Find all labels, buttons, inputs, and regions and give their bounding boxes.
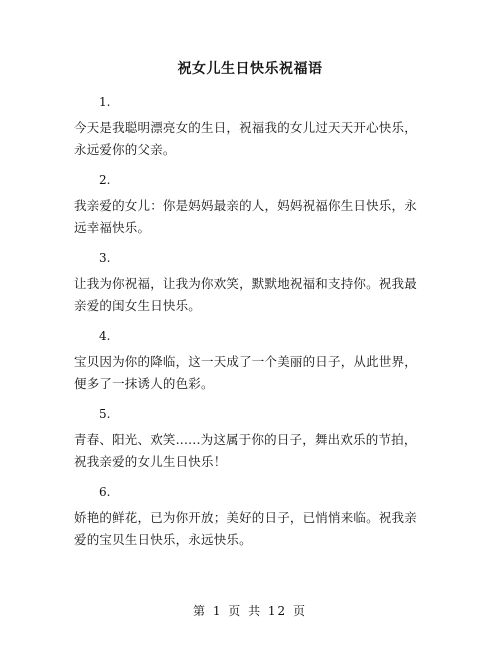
list-item (74, 486, 426, 564)
list-item (74, 330, 426, 408)
blessing-list (74, 96, 426, 564)
item-number: 3. (99, 251, 111, 265)
item-text: 让我为你祝福，让我为你欢笑，默默地祝福和支持你。祝我最亲爱的闺女生日快乐。 (74, 276, 417, 313)
list-item (74, 174, 426, 252)
item-text: 青春、阳光、欢笑......为这属于你的日子，舞出欢乐的节拍，祝我亲爱的女儿生日快乐！ (74, 432, 417, 469)
item-number: 6. (99, 485, 111, 499)
list-item (74, 408, 426, 486)
page-footer: 第 1 页 共 12 页 (193, 604, 307, 618)
item-text: 今天是我聪明漂亮女的生日，祝福我的女儿过天天开心快乐，永远爱你的父亲。 (74, 120, 417, 157)
item-number: 2. (99, 173, 111, 187)
item-number: 4. (99, 329, 111, 343)
item-number: 1. (99, 95, 111, 109)
item-number: 5. (99, 407, 111, 421)
item-text: 娇艳的鲜花，已为你开放；美好的日子，已悄悄来临。祝我亲爱的宝贝生日快乐，永远快乐。 (74, 510, 417, 547)
list-item (74, 96, 426, 174)
page-title: 祝女儿生日快乐祝福语 (177, 61, 323, 77)
item-text: 我亲爱的女儿：你是妈妈最亲的人，妈妈祝福你生日快乐，永远幸福快乐。 (74, 198, 417, 235)
item-text: 宝贝因为你的降临，这一天成了一个美丽的日子，从此世界，便多了一抹诱人的色彩。 (74, 354, 417, 391)
list-item (74, 252, 426, 330)
